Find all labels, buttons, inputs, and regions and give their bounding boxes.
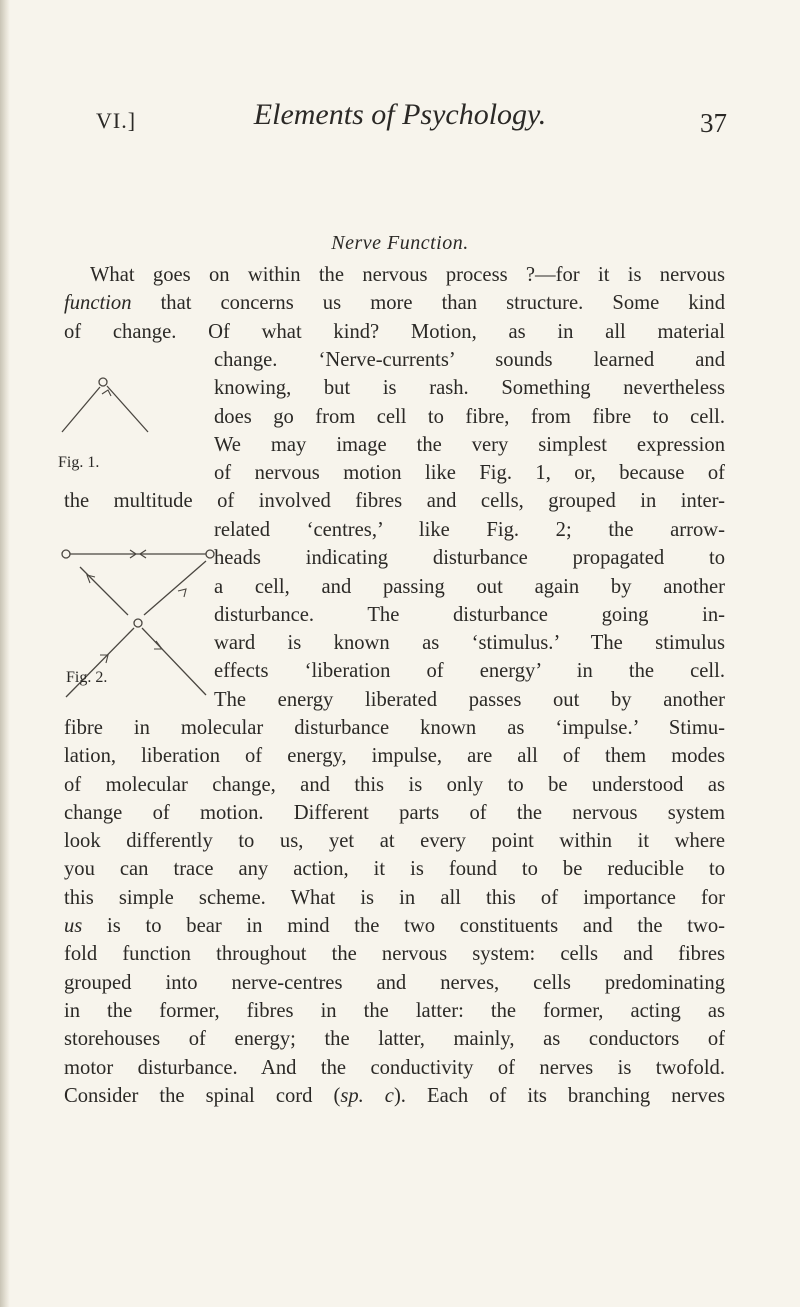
paragraph-opening bbox=[64, 261, 725, 346]
text-line: the multitude of involved fibres and cells, grouped in inter- bbox=[64, 490, 725, 512]
text-line: does go from cell to fibre, from fibre to cell. bbox=[214, 405, 725, 428]
section-title: Nerve Function. bbox=[331, 232, 469, 254]
book-spine-shadow bbox=[0, 0, 10, 1307]
paragraph-closing bbox=[64, 714, 725, 1110]
text-line: Consider the spinal cord (sp. c). Each of its branching nerves bbox=[64, 1084, 725, 1107]
fibre-line bbox=[144, 561, 206, 615]
text-line: a cell, and passing out again by another bbox=[214, 575, 725, 598]
text-line: motor disturbance. And the conductivity of nerves is twofold. bbox=[64, 1056, 725, 1079]
text-line: effects ‘liberation of energy’ in the cell. bbox=[214, 660, 725, 683]
emphasis: sp. c bbox=[340, 1084, 394, 1107]
figure-2-label: Fig. 2. bbox=[66, 669, 108, 686]
emphasis: us bbox=[64, 915, 83, 938]
cell-node bbox=[62, 550, 70, 558]
fibre-line bbox=[62, 387, 100, 432]
text-wrap-fig2 bbox=[214, 516, 725, 714]
text-line: We may image the very simplest expression bbox=[214, 433, 725, 456]
figure-1-label: Fig. 1. bbox=[58, 454, 100, 471]
text-line: knowing, but is rash. Something nevertheless bbox=[214, 377, 725, 400]
fibre-line bbox=[107, 386, 148, 432]
text-line: The energy liberated passes out by another bbox=[214, 688, 725, 711]
emphasis: function bbox=[64, 292, 132, 315]
cell-node bbox=[134, 619, 142, 627]
cell-node bbox=[206, 550, 214, 558]
text-line: of change. Of what kind? Motion, as in all material bbox=[64, 320, 725, 343]
text-line: disturbance. The disturbance going in- bbox=[214, 603, 725, 626]
text-line: fibre in molecular disturbance known as ‘impulse.’ Stimu- bbox=[64, 717, 725, 739]
arrowhead bbox=[87, 575, 95, 583]
text-line: What goes on within the nervous process ?—for it is nervous bbox=[90, 264, 725, 286]
text-line: this simple scheme. What is in all this of importance for bbox=[64, 886, 725, 909]
text-line: fold function throughout the nervous system: cells and fibres bbox=[64, 943, 725, 966]
text-line: you can trace any action, it is found to be reducible to bbox=[64, 858, 725, 881]
figure-2 bbox=[56, 545, 226, 705]
arrowhead bbox=[102, 390, 111, 396]
text-line: of nervous motion like Fig. 1, or, because of bbox=[214, 462, 725, 485]
text-line: ward is known as ‘stimulus.’ The stimulus bbox=[214, 632, 725, 655]
figure-1 bbox=[60, 368, 200, 472]
text-line: related ‘centres,’ like Fig. 2; the arrow- bbox=[214, 519, 725, 541]
text-line: in the former, fibres in the latter: the former, acting as bbox=[64, 999, 725, 1022]
text-line: look differently to us, yet at every point within it where bbox=[64, 830, 725, 853]
text-line: change of motion. Different parts of the nervous system bbox=[64, 801, 725, 824]
text-line: grouped into nerve-centres and nerves, cells predominating bbox=[64, 971, 725, 994]
text-line: storehouses of energy; the latter, mainly, as conductors of bbox=[64, 1028, 725, 1051]
page-number: 37 bbox=[700, 108, 727, 138]
text-line: lation, liberation of energy, impulse, are all of them modes bbox=[64, 745, 725, 768]
running-title: Elements of Psychology. bbox=[253, 98, 547, 131]
text-line: heads indicating disturbance propagated to bbox=[214, 547, 725, 570]
text-line: us is to bear in mind the two constituents and the two- bbox=[64, 915, 725, 938]
cell-node bbox=[99, 378, 107, 386]
text-wrap-fig1 bbox=[214, 346, 725, 487]
text-line: function that concerns us more than structure. Some kind bbox=[64, 292, 725, 315]
fibre-line bbox=[80, 567, 128, 615]
fibre-line bbox=[142, 628, 206, 695]
chapter-marker: VI.] bbox=[96, 108, 137, 133]
paragraph-middle bbox=[64, 487, 725, 515]
text-line: change. ‘Nerve-currents’ sounds learned and bbox=[214, 349, 725, 371]
running-header bbox=[0, 98, 800, 138]
text-line: of molecular change, and this is only to be understood as bbox=[64, 773, 725, 796]
arrowhead bbox=[178, 589, 186, 597]
